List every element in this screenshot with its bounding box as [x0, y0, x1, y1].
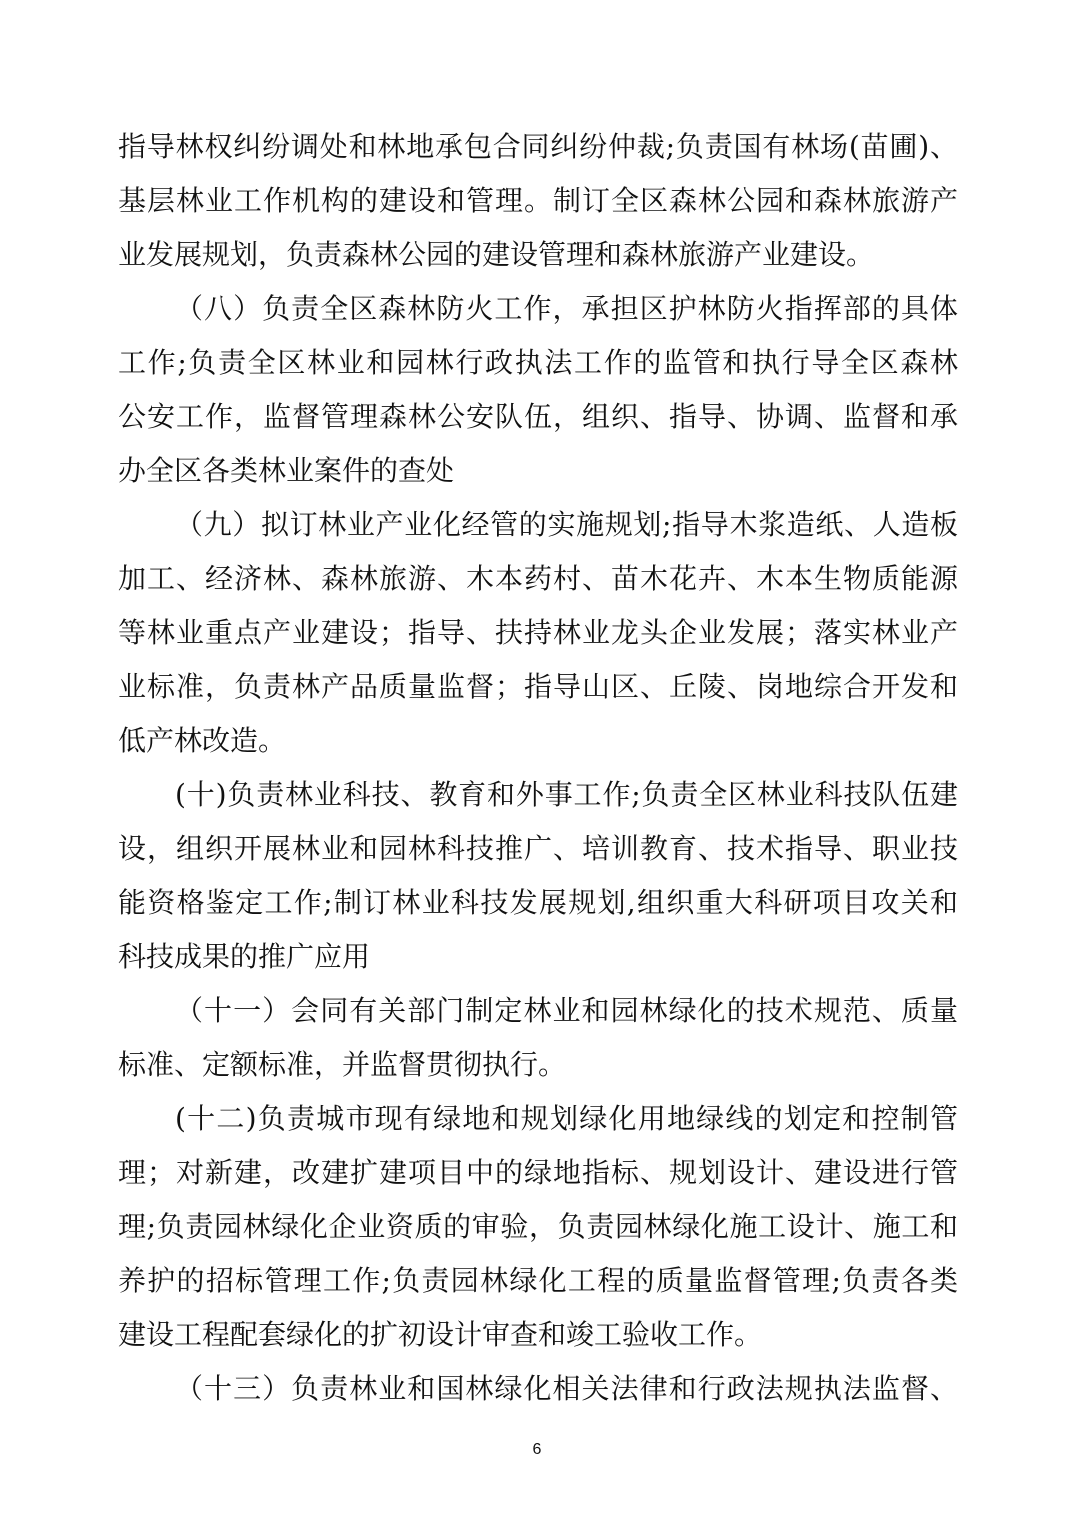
paragraph-heading-10: (十)负责林业科技、教育和外事工作;负责全区林业科技队伍建	[175, 778, 958, 811]
text-line: 工作;负责全区林业和园林行政执法工作的监管和执行导全区森林	[118, 346, 958, 379]
text-line: 公安工作，监督管理森林公安队伍，组织、指导、协调、监督和承	[118, 400, 958, 433]
text-line: 理;负责园林绿化企业资质的审验，负责园林绿化施工设计、施工和	[118, 1210, 958, 1243]
text-line: 设，组织开展林业和园林科技推广、培训教育、技术指导、职业技	[118, 832, 958, 865]
text-line: 养护的招标管理工作;负责园林绿化工程的质量监督管理;负责各类	[118, 1264, 958, 1297]
text-line: 指导林权纠纷调处和林地承包合同纠纷仲裁;负责国有林场(苗圃)、	[118, 130, 958, 163]
text-line: 业标准，负责林产品质量监督；指导山区、丘陵、岗地综合开发和	[118, 670, 958, 703]
paragraph-heading-13: （十三）负责林业和国林绿化相关法律和行政法规执法监督、	[175, 1372, 958, 1405]
text-line: 科技成果的推广应用	[118, 940, 371, 973]
paragraph-heading-12: (十二)负责城市现有绿地和规划绿化用地绿线的划定和控制管	[175, 1102, 958, 1135]
text-line: 基层林业工作机构的建设和管理。制订全区森林公园和森林旅游产	[118, 184, 958, 217]
text-line: 加工、经济林、森林旅游、木本药村、苗木花卉、木本生物质能源	[118, 562, 958, 595]
text-line: 建设工程配套绿化的扩初设计审查和竣工验收工作。	[118, 1318, 763, 1351]
text-line: 业发展规划，负责森林公园的建设管理和森林旅游产业建设。	[118, 238, 875, 271]
paragraph-heading-9: （九）拟订林业产业化经管的实施规划;指导木浆造纸、人造板	[175, 508, 958, 541]
paragraph-heading-8: （八）负责全区森林防火工作，承担区护林防火指挥部的具体	[175, 292, 958, 325]
text-line: 能资格鉴定工作;制订林业科技发展规划,组织重大科研项目攻关和	[118, 886, 958, 919]
paragraph-heading-11: （十一）会同有关部门制定林业和园林绿化的技术规范、质量	[175, 994, 958, 1027]
text-line: 办全区各类林业案件的查处	[118, 454, 455, 487]
text-line: 标准、定额标准，并监督贯彻执行。	[118, 1048, 567, 1081]
text-line: 低产林改造。	[118, 724, 287, 757]
page-number: 6	[532, 1441, 542, 1458]
text-line: 理；对新建，改建扩建项目中的绿地指标、规划设计、建设进行管	[118, 1156, 958, 1189]
text-line: 等林业重点产业建设；指导、扶持林业龙头企业发展；落实林业产	[118, 616, 958, 649]
